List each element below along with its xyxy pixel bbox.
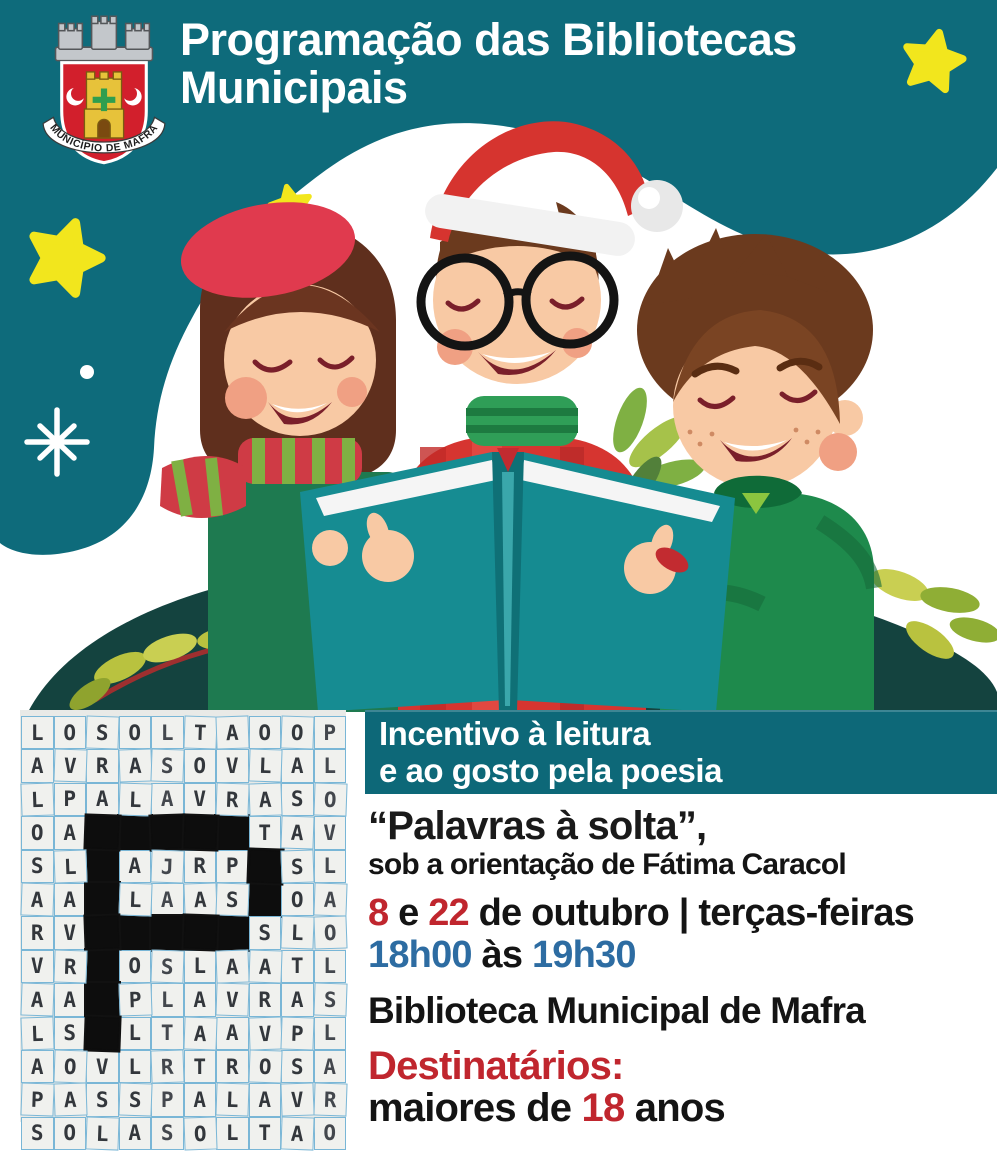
puzzle-cell: O (313, 916, 347, 951)
puzzle-cell: A (281, 749, 314, 782)
puzzle-cell: A (216, 1017, 249, 1050)
puzzle-blocked-cell (249, 883, 282, 916)
puzzle-blocked-cell (119, 816, 152, 849)
puzzle-cell: O (313, 782, 347, 817)
puzzle-blocked-cell (183, 816, 217, 851)
audience-label: Destinatários: (368, 1044, 624, 1089)
audience-value (368, 1087, 994, 1129)
date-rest: de outubro | terças-feiras (468, 892, 915, 934)
puzzle-cell: R (216, 1050, 249, 1083)
puzzle-cell: A (248, 782, 282, 817)
puzzle-cell: A (151, 783, 184, 816)
puzzle-cell: A (54, 983, 87, 1016)
time-start: 18h00 (368, 933, 472, 976)
puzzle-cell: A (86, 783, 119, 816)
puzzle-cell: A (281, 983, 314, 1016)
puzzle-cell: V (184, 783, 217, 816)
time-separator: às (471, 933, 532, 976)
puzzle-cell: R (215, 782, 249, 817)
puzzle-cell: T (249, 816, 282, 849)
puzzle-cell: L (314, 1017, 347, 1050)
puzzle-blocked-cell (85, 816, 119, 851)
puzzle-cell: S (21, 850, 54, 883)
event-title: “Palavras à solta”, (368, 804, 707, 848)
puzzle-cell: S (313, 983, 347, 1018)
puzzle-cell: L (248, 749, 282, 784)
puzzle-blocked-cell (150, 816, 184, 851)
puzzle-cell: V (21, 950, 54, 983)
puzzle-cell: S (281, 783, 314, 816)
puzzle-cell: A (21, 1050, 54, 1083)
puzzle-cell: S (54, 1017, 87, 1050)
puzzle-cell: A (118, 749, 152, 784)
puzzle-cell: V (86, 1050, 119, 1083)
puzzle-cell: V (248, 1016, 282, 1051)
puzzle-cell: S (21, 1117, 54, 1150)
puzzle-cell: V (280, 1083, 314, 1118)
puzzle-blocked-cell (216, 816, 249, 849)
puzzle-blocked-cell (86, 850, 119, 883)
puzzle-cell: L (20, 1016, 54, 1051)
puzzle-cell: A (183, 1016, 217, 1051)
puzzle-cell: R (249, 983, 282, 1016)
puzzle-cell: L (85, 1116, 119, 1151)
mafra-coat-of-arms (36, 8, 172, 173)
puzzle-cell: V (314, 816, 347, 849)
puzzle-cell: S (281, 1050, 314, 1083)
puzzle-cell: S (249, 916, 282, 949)
puzzle-cell: O (314, 1117, 347, 1150)
puzzle-cell: L (119, 1050, 152, 1083)
event-date (368, 893, 994, 935)
puzzle-cell: L (21, 716, 54, 749)
puzzle-cell: V (215, 983, 249, 1018)
puzzle-cell: O (183, 1116, 217, 1151)
puzzle-cell: A (119, 850, 152, 883)
puzzle-cell: A (20, 882, 54, 917)
puzzle-cell: A (215, 715, 249, 750)
puzzle-cell: A (21, 749, 54, 782)
puzzle-cell: A (119, 1117, 152, 1150)
puzzle-cell: S (150, 949, 184, 984)
puzzle-blocked-cell (86, 983, 119, 1016)
date-separator: e (388, 892, 429, 934)
puzzle-cell: L (119, 1017, 152, 1050)
puzzle-cell: L (151, 716, 184, 749)
puzzle-cell: L (20, 782, 54, 817)
page-title (180, 16, 797, 111)
puzzle-cell: V (216, 749, 249, 782)
event-info (368, 806, 994, 1129)
puzzle-blocked-cell (248, 849, 282, 884)
puzzle-cell: A (280, 816, 314, 851)
puzzle-cell: J (150, 849, 184, 884)
puzzle-cell: T (281, 950, 314, 983)
puzzle-cell: S (151, 1117, 184, 1150)
puzzle-cell: A (215, 949, 249, 984)
date-day-1: 8 (368, 892, 389, 934)
puzzle-cell: A (248, 949, 282, 984)
event-time (368, 935, 994, 977)
puzzle-cell: L (215, 1083, 249, 1118)
puzzle-blocked-cell (119, 916, 152, 949)
puzzle-cell: V (53, 749, 87, 784)
puzzle-cell: P (54, 783, 87, 816)
puzzle-blocked-cell (183, 916, 217, 951)
puzzle-cell: T (184, 1050, 217, 1083)
puzzle-cell: L (118, 782, 152, 817)
banner-line-1: Incentivo à leitura (379, 715, 651, 753)
puzzle-cell: L (314, 850, 347, 883)
puzzle-cell: T (249, 1117, 282, 1150)
puzzle-blocked-cell (85, 1016, 119, 1051)
puzzle-cell: S (215, 882, 249, 917)
open-book (300, 448, 735, 712)
puzzle-cell: O (249, 716, 282, 749)
puzzle-cell: O (119, 950, 152, 983)
puzzle-blocked-cell (216, 916, 249, 949)
puzzle-cell: A (314, 1050, 347, 1083)
puzzle-cell: A (54, 883, 87, 916)
puzzle-cell: L (314, 749, 347, 782)
event-subtitle: sob a orientação de Fátima Caracol (368, 848, 846, 881)
puzzle-cell: O (184, 749, 217, 782)
puzzle-cell: O (119, 716, 152, 749)
puzzle-cell: A (184, 1083, 217, 1116)
puzzle-cell: A (151, 883, 184, 916)
word-search-photo (20, 710, 346, 1146)
white-dot (80, 365, 94, 379)
puzzle-blocked-cell (85, 916, 119, 951)
word-search-grid (21, 716, 346, 1150)
activity-banner (365, 710, 997, 794)
puzzle-cell: P (20, 1083, 54, 1118)
puzzle-cell: A (280, 1116, 314, 1151)
puzzle-cell: V (54, 916, 87, 949)
puzzle-cell: O (54, 716, 87, 749)
audience-pre: maiores de (368, 1086, 582, 1131)
audience-post: anos (624, 1086, 725, 1131)
audience-age: 18 (581, 1086, 625, 1131)
puzzle-cell: P (314, 716, 347, 749)
puzzle-cell: O (21, 816, 54, 849)
puzzle-cell: P (118, 983, 152, 1018)
puzzle-cell: L (314, 950, 347, 983)
puzzle-cell: O (248, 1049, 282, 1084)
puzzle-cell: P (280, 1016, 314, 1051)
puzzle-cell: T (151, 1017, 184, 1050)
puzzle-blocked-cell (86, 950, 119, 983)
puzzle-cell: O (54, 1117, 87, 1150)
puzzle-cell: L (280, 916, 314, 951)
puzzle-cell: R (184, 850, 217, 883)
event-venue: Biblioteca Municipal de Mafra (368, 989, 865, 1031)
puzzle-cell: A (184, 983, 217, 1016)
puzzle-cell: S (86, 1083, 119, 1116)
puzzle-cell: S (280, 849, 314, 884)
puzzle-cell: R (53, 949, 87, 984)
puzzle-cell: O (281, 883, 314, 916)
puzzle-cell: A (313, 882, 347, 917)
puzzle-cell: R (21, 916, 54, 949)
puzzle-cell: L (118, 882, 152, 917)
puzzle-cell: L (53, 849, 87, 884)
title-line-2: Municipais (180, 61, 408, 113)
puzzle-cell: A (183, 882, 217, 917)
puzzle-cell: S (118, 1083, 152, 1118)
puzzle-cell: O (53, 1049, 87, 1084)
puzzle-cell: T (183, 715, 217, 750)
puzzle-cell: P (216, 850, 249, 883)
puzzle-blocked-cell (86, 883, 119, 916)
banner-line-2: e ao gosto pela poesia (379, 752, 722, 789)
puzzle-cell: R (150, 1049, 184, 1084)
logo-caption: MUNICÍPIO DE MAFRA (47, 122, 161, 155)
puzzle-cell: O (280, 715, 314, 750)
puzzle-cell: S (150, 749, 184, 784)
puzzle-cell: A (53, 1083, 87, 1118)
puzzle-cell: A (54, 816, 87, 849)
puzzle-cell: L (151, 983, 184, 1016)
time-end: 19h30 (531, 933, 636, 976)
puzzle-cell: L (184, 950, 217, 983)
puzzle-cell: L (216, 1117, 249, 1150)
date-day-2: 22 (428, 892, 469, 934)
puzzle-cell: R (313, 1083, 347, 1118)
title-line-1: Programação das Bibliotecas (180, 14, 797, 65)
puzzle-cell: S (85, 715, 119, 750)
puzzle-cell: A (249, 1083, 282, 1116)
puzzle-blocked-cell (151, 916, 184, 949)
puzzle-cell: P (151, 1083, 184, 1116)
puzzle-cell: R (86, 749, 119, 782)
puzzle-cell: A (20, 983, 54, 1018)
